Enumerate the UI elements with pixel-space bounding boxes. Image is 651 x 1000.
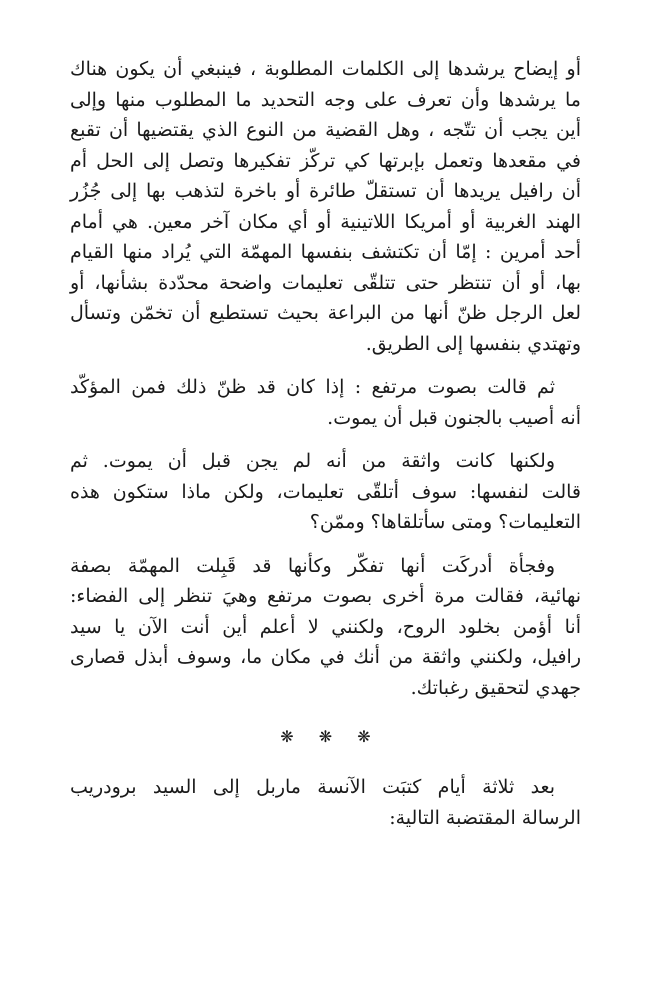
text-line: الرسالة المقتضبة التالية: [389,806,581,829]
text-line: أين يجب أن تتّجه ، وهل القضية من النوع الذي يقتضيها أن تقبع [70,119,581,141]
paragraph-1 [70,54,581,359]
text-line: وتهتدي بنفسها إلى الطريق. [365,332,581,355]
text-line: أحد أمرين : إمّا أن تكتشف بنفسها المهمّة التي يُراد منها القيام [70,241,581,263]
text-line: قالت لنفسها: سوف أتلقّى تعليمات، ولكن ماذا ستكون هذه [70,480,581,503]
text-line: الهند الغربية أو أمريكا اللاتينية أو أي مكان آخر معين. هي أمام [70,210,581,233]
text-line: ولكنها كانت واثقة من أنه لم يجن قبل أن يموت. ثم [70,450,555,472]
text-line: نهائية، فقالت مرة أخرى بصوت مرتفع وهيَ تنظر إلى الفضاء: [70,585,581,607]
flower-ornament-icon: ❋ [357,727,371,746]
text-line: أنا أؤمن بخلود الروح، ولكنني لا أعلم أين أنت الآن يا سيد [70,615,581,638]
text-line: في مقعدها وتعمل بإبرتها كي تركّز تفكيرها وتصل إلى الحل أم [70,149,581,172]
text-line: ثم قالت بصوت مرتفع : إذا كان قد ظنّ ذلك فمن المؤكّد [70,376,555,398]
paragraph-3 [70,446,581,538]
text-line: أنه أصيب بالجنون قبل أن يموت. [327,406,581,429]
text-line: أن رافيل يريدها أن تستقلّ طائرة أو باخرة لتذهب بها إلى جُزُر [70,180,581,202]
text-line: ما يرشدها وأن تعرف على وجه التحديد ما المطلوب منها وإلى [70,88,581,111]
text-line: بعد ثلاثة أيام كتبَت الآنسة ماربل إلى السيد برودريب [70,776,555,798]
text-line: جهدي لتحقيق رغباتك. [410,676,581,699]
paragraph-4 [70,551,581,704]
text-line: التعليمات؟ ومتى سأتلقاها؟ وممّن؟ [309,511,581,533]
text-line: أو إيضاح يرشدها إلى الكلمات المطلوبة ، فينبغي أن يكون هناك [70,58,581,80]
text-line: لعل الرجل ظنّ أنها من البراعة بحيث تستطيع أن تخمّن وتسأل [70,302,581,324]
text-line: رافيل، ولكنني واثقة من أنك في مكان ما، وسوف أبذل قصارى [70,646,581,668]
section-separator [70,727,581,746]
text-line: وفجأة أدركَت أنها تفكّر وكأنها قد قَبِلت المهمّة بصفة [70,554,555,577]
paragraph-2 [70,372,581,433]
closing-paragraph [70,772,581,833]
flower-ornament-icon: ❋ [318,727,333,746]
text-line: بها، أو أن تنتظر حتى تتلقّى تعليمات واضحة محدّدة بشأنها، أو [70,271,581,294]
flower-ornament-icon: ❋ [280,727,294,746]
